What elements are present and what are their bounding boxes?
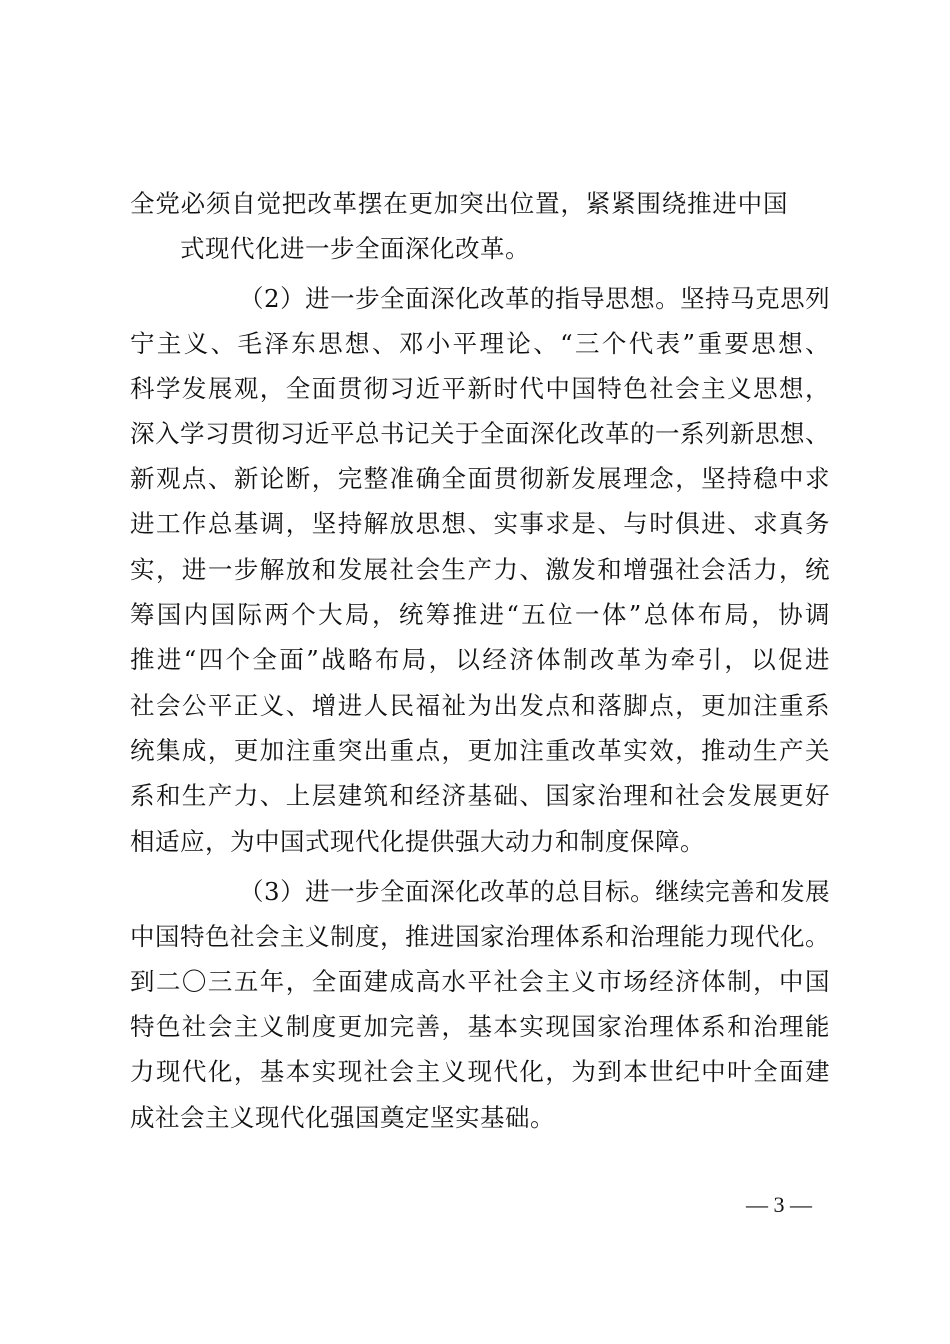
section-3-line-6: 成社会主义现代化强国奠定坚实基础。 [130, 1103, 555, 1132]
section-3-line-4: 特色社会主义制度更加完善，基本实现国家治理体系和治理能 [130, 1012, 830, 1041]
section-3-line-1: （3）进一步全面深化改革的总目标。继续完善和发展 [239, 877, 831, 906]
section-2-line-1: （2）进一步全面深化改革的指导思想。坚持马克思列 [239, 284, 831, 313]
section-2-line-3: 科学发展观，全面贯彻习近平新时代中国特色社会主义思想， [130, 374, 830, 403]
section-3-line-3: 到二〇三五年，全面建成高水平社会主义市场经济体制，中国 [130, 967, 830, 996]
page-number: — 3 — [746, 1192, 812, 1217]
section-2-line-12: 系和生产力、上层建筑和经济基础、国家治理和社会发展更好 [130, 781, 830, 810]
section-2-line-10: 社会公平正义、增进人民福祉为出发点和落脚点，更加注重系 [130, 691, 830, 720]
section-2-line-11: 统集成，更加注重突出重点，更加注重改革实效，推动生产关 [130, 736, 830, 765]
section-2-line-4: 深入学习贯彻习近平总书记关于全面深化改革的一系列新思想、 [130, 419, 830, 448]
section-3-line-2: 中国特色社会主义制度，推进国家治理体系和治理能力现代化。 [130, 922, 830, 951]
intro-line-2: 式现代化进一步全面深化改革。 [180, 234, 530, 263]
section-2-line-13: 相适应，为中国式现代化提供强大动力和制度保障。 [130, 827, 705, 856]
section-2-line-8: 筹国内国际两个大局，统筹推进“五位一体”总体布局，协调 [130, 600, 830, 629]
section-2-line-9: 推进“四个全面”战略布局，以经济体制改革为牵引，以促进 [130, 645, 830, 674]
section-2-line-2: 宁主义、毛泽东思想、邓小平理论、“三个代表”重要思想、 [130, 329, 830, 358]
section-2-line-6: 进工作总基调，坚持解放思想、实事求是、与时俱进、求真务 [130, 509, 830, 538]
section-3-line-5: 力现代化，基本实现社会主义现代化，为到本世纪中叶全面建 [130, 1057, 830, 1086]
intro-line-1: 全党必须自觉把改革摆在更加突出位置，紧紧围绕推进中国 [130, 189, 788, 218]
section-2-line-7: 实，进一步解放和发展社会生产力、激发和增强社会活力，统 [130, 555, 830, 584]
section-2-line-5: 新观点、新论断，完整准确全面贯彻新发展理念，坚持稳中求 [130, 464, 830, 493]
